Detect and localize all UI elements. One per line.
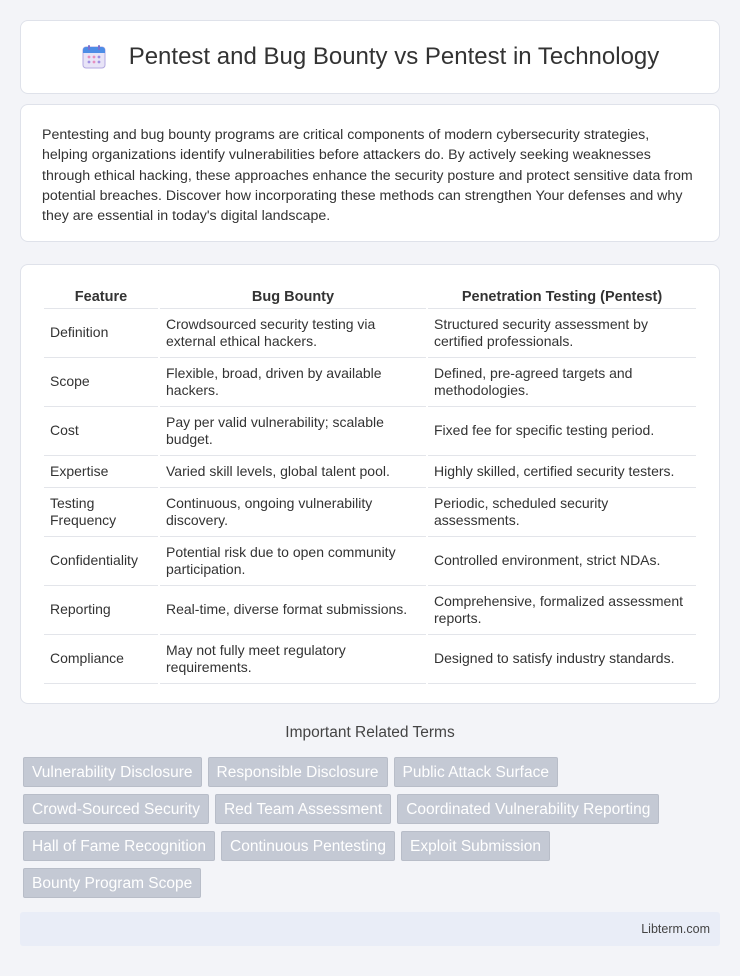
- related-term-tag[interactable]: Responsible Disclosure: [208, 757, 388, 787]
- table-cell-feature: Reporting: [44, 586, 158, 635]
- table-row: [44, 537, 696, 586]
- table-cell-bug-bounty: Continuous, ongoing vulnerability discovery.: [160, 488, 426, 537]
- table-cell-bug-bounty: Varied skill levels, global talent pool.: [160, 456, 426, 488]
- related-term-tag[interactable]: Crowd-Sourced Security: [23, 794, 209, 824]
- table-cell-bug-bounty: Real-time, diverse format submissions.: [160, 586, 426, 635]
- related-term-tag[interactable]: Vulnerability Disclosure: [23, 757, 202, 787]
- table-cell-pentest: Defined, pre-agreed targets and methodologies.: [428, 358, 696, 407]
- table-cell-feature: Testing Frequency: [44, 488, 158, 537]
- table-cell-feature: Compliance: [44, 635, 158, 684]
- related-term-tag[interactable]: Exploit Submission: [401, 831, 550, 861]
- table-cell-feature: Cost: [44, 407, 158, 456]
- table-header-row: [44, 285, 696, 309]
- comparison-table: [42, 285, 698, 684]
- table-cell-pentest: Highly skilled, certified security testers.: [428, 456, 696, 488]
- column-header-feature: Feature: [44, 285, 158, 309]
- table-cell-pentest: Comprehensive, formalized assessment reports.: [428, 586, 696, 635]
- comparison-table-card: [20, 264, 720, 704]
- related-term-tag[interactable]: Red Team Assessment: [215, 794, 391, 824]
- table-row: [44, 586, 696, 635]
- header-card: [20, 20, 720, 94]
- intro-card: [20, 104, 720, 242]
- related-term-tag[interactable]: Bounty Program Scope: [23, 868, 201, 898]
- table-row: [44, 635, 696, 684]
- table-cell-bug-bounty: Pay per valid vulnerability; scalable budget.: [160, 407, 426, 456]
- table-cell-feature: Scope: [44, 358, 158, 407]
- footer-bar: [20, 912, 720, 946]
- table-row: [44, 456, 696, 488]
- table-cell-pentest: Controlled environment, strict NDAs.: [428, 537, 696, 586]
- table-cell-pentest: Designed to satisfy industry standards.: [428, 635, 696, 684]
- intro-paragraph: Pentesting and bug bounty programs are critical components of modern cybersecurity strategies, helping organizations identify vulnerabilities before attackers do. By actively seeking weaknesses through ethical hacking, these approaches enhance the security posture and protect sensitive data from potential breaches. Discover how incorporating these methods can strengthen Your defenses and why they are essential in today's digital landscape.: [42, 127, 693, 225]
- related-terms-title: Important Related Terms: [285, 724, 455, 741]
- table-cell-feature: Definition: [44, 309, 158, 358]
- related-term-tag[interactable]: Coordinated Vulnerability Reporting: [397, 794, 659, 824]
- table-cell-pentest: Periodic, scheduled security assessments.: [428, 488, 696, 537]
- calendar-icon: [81, 44, 107, 70]
- table-cell-bug-bounty: Flexible, broad, driven by available hackers.: [160, 358, 426, 407]
- column-header-pentest: Penetration Testing (Pentest): [428, 285, 696, 309]
- related-term-tag[interactable]: Hall of Fame Recognition: [23, 831, 215, 861]
- related-term-tag[interactable]: Public Attack Surface: [394, 757, 558, 787]
- table-cell-feature: Confidentiality: [44, 537, 158, 586]
- page-title: Pentest and Bug Bounty vs Pentest in Technology: [128, 43, 660, 70]
- table-row: [44, 407, 696, 456]
- table-row: [44, 358, 696, 407]
- table-cell-bug-bounty: May not fully meet regulatory requirements.: [160, 635, 426, 684]
- column-header-bug-bounty: Bug Bounty: [160, 285, 426, 309]
- table-row: [44, 309, 696, 358]
- table-row: [44, 488, 696, 537]
- table-cell-feature: Expertise: [44, 456, 158, 488]
- table-cell-bug-bounty: Potential risk due to open community participation.: [160, 537, 426, 586]
- table-cell-bug-bounty: Crowdsourced security testing via external ethical hackers.: [160, 309, 426, 358]
- footer-site-link[interactable]: Libterm.com: [641, 922, 710, 936]
- table-cell-pentest: Fixed fee for specific testing period.: [428, 407, 696, 456]
- related-terms-list: [23, 757, 723, 898]
- related-term-tag[interactable]: Continuous Pentesting: [221, 831, 395, 861]
- table-cell-pentest: Structured security assessment by certified professionals.: [428, 309, 696, 358]
